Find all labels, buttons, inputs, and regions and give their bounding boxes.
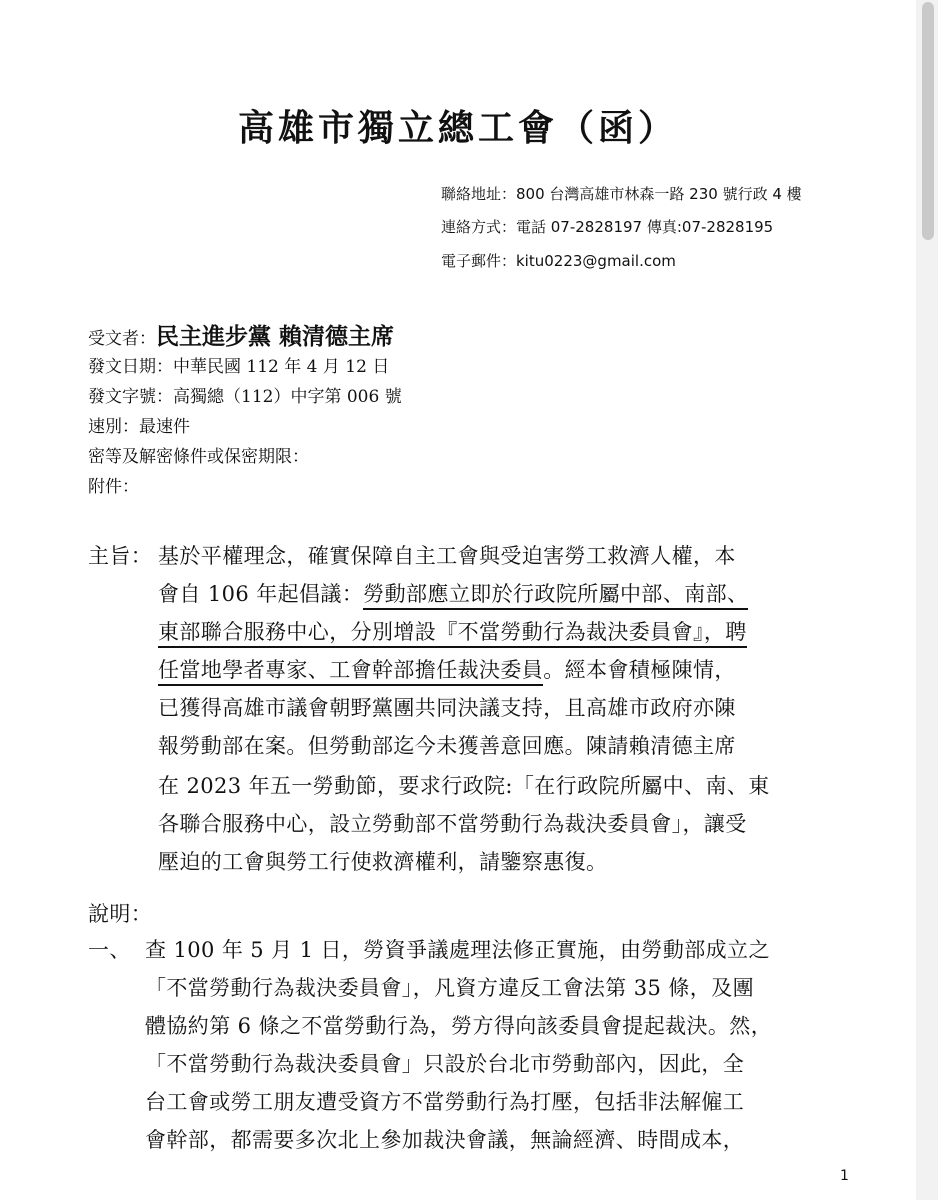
- attachment-line: 附件：: [88, 477, 139, 497]
- subject-underlined-3: 東部聯合服務中心，分別增設『不當勞動行為裁決委員會』，聘: [158, 620, 747, 648]
- explanation-line-4: 「不當勞動行為裁決委員會」只設於台北市勞動部內，因此，全: [145, 1052, 745, 1076]
- recipient-label: 受文者：: [88, 329, 156, 349]
- scroll-thumb[interactable]: [922, 2, 934, 240]
- subject-line-7: 在 2023 年五一勞動節，要求行政院:「在行政院所屬中、南、東: [158, 774, 770, 798]
- subject-underlined-4: 任當地學者專家、工會幹部擔任裁決委員: [158, 658, 543, 686]
- subject-line-9: 壓迫的工會與勞工行使救濟權利，請鑒察惠復。: [158, 850, 608, 874]
- contact-email: 電子郵件：kitu0223@gmail.com: [441, 252, 676, 270]
- explanation-line-1: 查 100 年 5 月 1 日，勞資爭議處理法修正實施，由勞動部成立之: [145, 938, 770, 962]
- subject-label: 主旨：: [88, 544, 153, 568]
- subject-line-5: 已獲得高雄市議會朝野黨團共同決議支持，且高雄市政府亦陳: [158, 696, 736, 720]
- subject-line-8: 各聯合服務中心，設立勞動部不當勞動行為裁決委員會」，讓受: [158, 812, 747, 836]
- contact-phone: 連絡方式：電話 07-2828197 傳真:07-2828195: [441, 218, 774, 236]
- page-number: 1: [840, 1168, 849, 1184]
- scrollbar[interactable]: [916, 0, 938, 1200]
- security-class: 密等及解密條件或保密期限：: [88, 447, 309, 467]
- contact-address: 聯絡地址：800 台灣高雄市林森一路 230 號行政 4 樓: [441, 185, 802, 203]
- explanation-line-6: 會幹部，都需要多次北上參加裁決會議，無論經濟、時間成本，: [145, 1128, 745, 1152]
- document-title: 高雄市獨立總工會（函）: [237, 107, 678, 149]
- explanation-item-1-number: 一、: [88, 938, 131, 962]
- subject-line-1: 基於平權理念，確實保障自主工會與受迫害勞工救濟人權，本: [158, 544, 736, 568]
- subject-line-4b: 。經本會積極陳情，: [543, 658, 736, 682]
- subject-underlined-2: 勞動部應立即於行政院所屬中部、南部、: [363, 582, 748, 610]
- recipient-line: [88, 318, 394, 351]
- speed-class: 速別：最速件: [88, 417, 190, 437]
- subject-line-4: [158, 654, 736, 684]
- recipient-name: 民主進步黨 賴清德主席: [156, 323, 395, 350]
- subject-line-3: [158, 616, 747, 646]
- explanation-line-2: 「不當勞動行為裁決委員會」，凡資方違反工會法第 35 條，及團: [145, 976, 754, 1000]
- explanation-line-3: 體協約第 6 條之不當勞動行為，勞方得向該委員會提起裁決。然，: [145, 1014, 773, 1038]
- document-number: 發文字號：高獨總（112）中字第 006 號: [88, 387, 402, 407]
- subject-line-2a: 會自 106 年起倡議：: [158, 582, 364, 606]
- explanation-label: 說明：: [88, 902, 153, 926]
- subject-line-2: [158, 578, 748, 608]
- issue-date: 發文日期：中華民國 112 年 4 月 12 日: [88, 357, 390, 377]
- subject-line-6: 報勞動部在案。但勞動部迄今未獲善意回應。陳請賴清德主席: [158, 734, 736, 758]
- explanation-line-5: 台工會或勞工朋友遭受資方不當勞動行為打壓，包括非法解僱工: [145, 1090, 745, 1114]
